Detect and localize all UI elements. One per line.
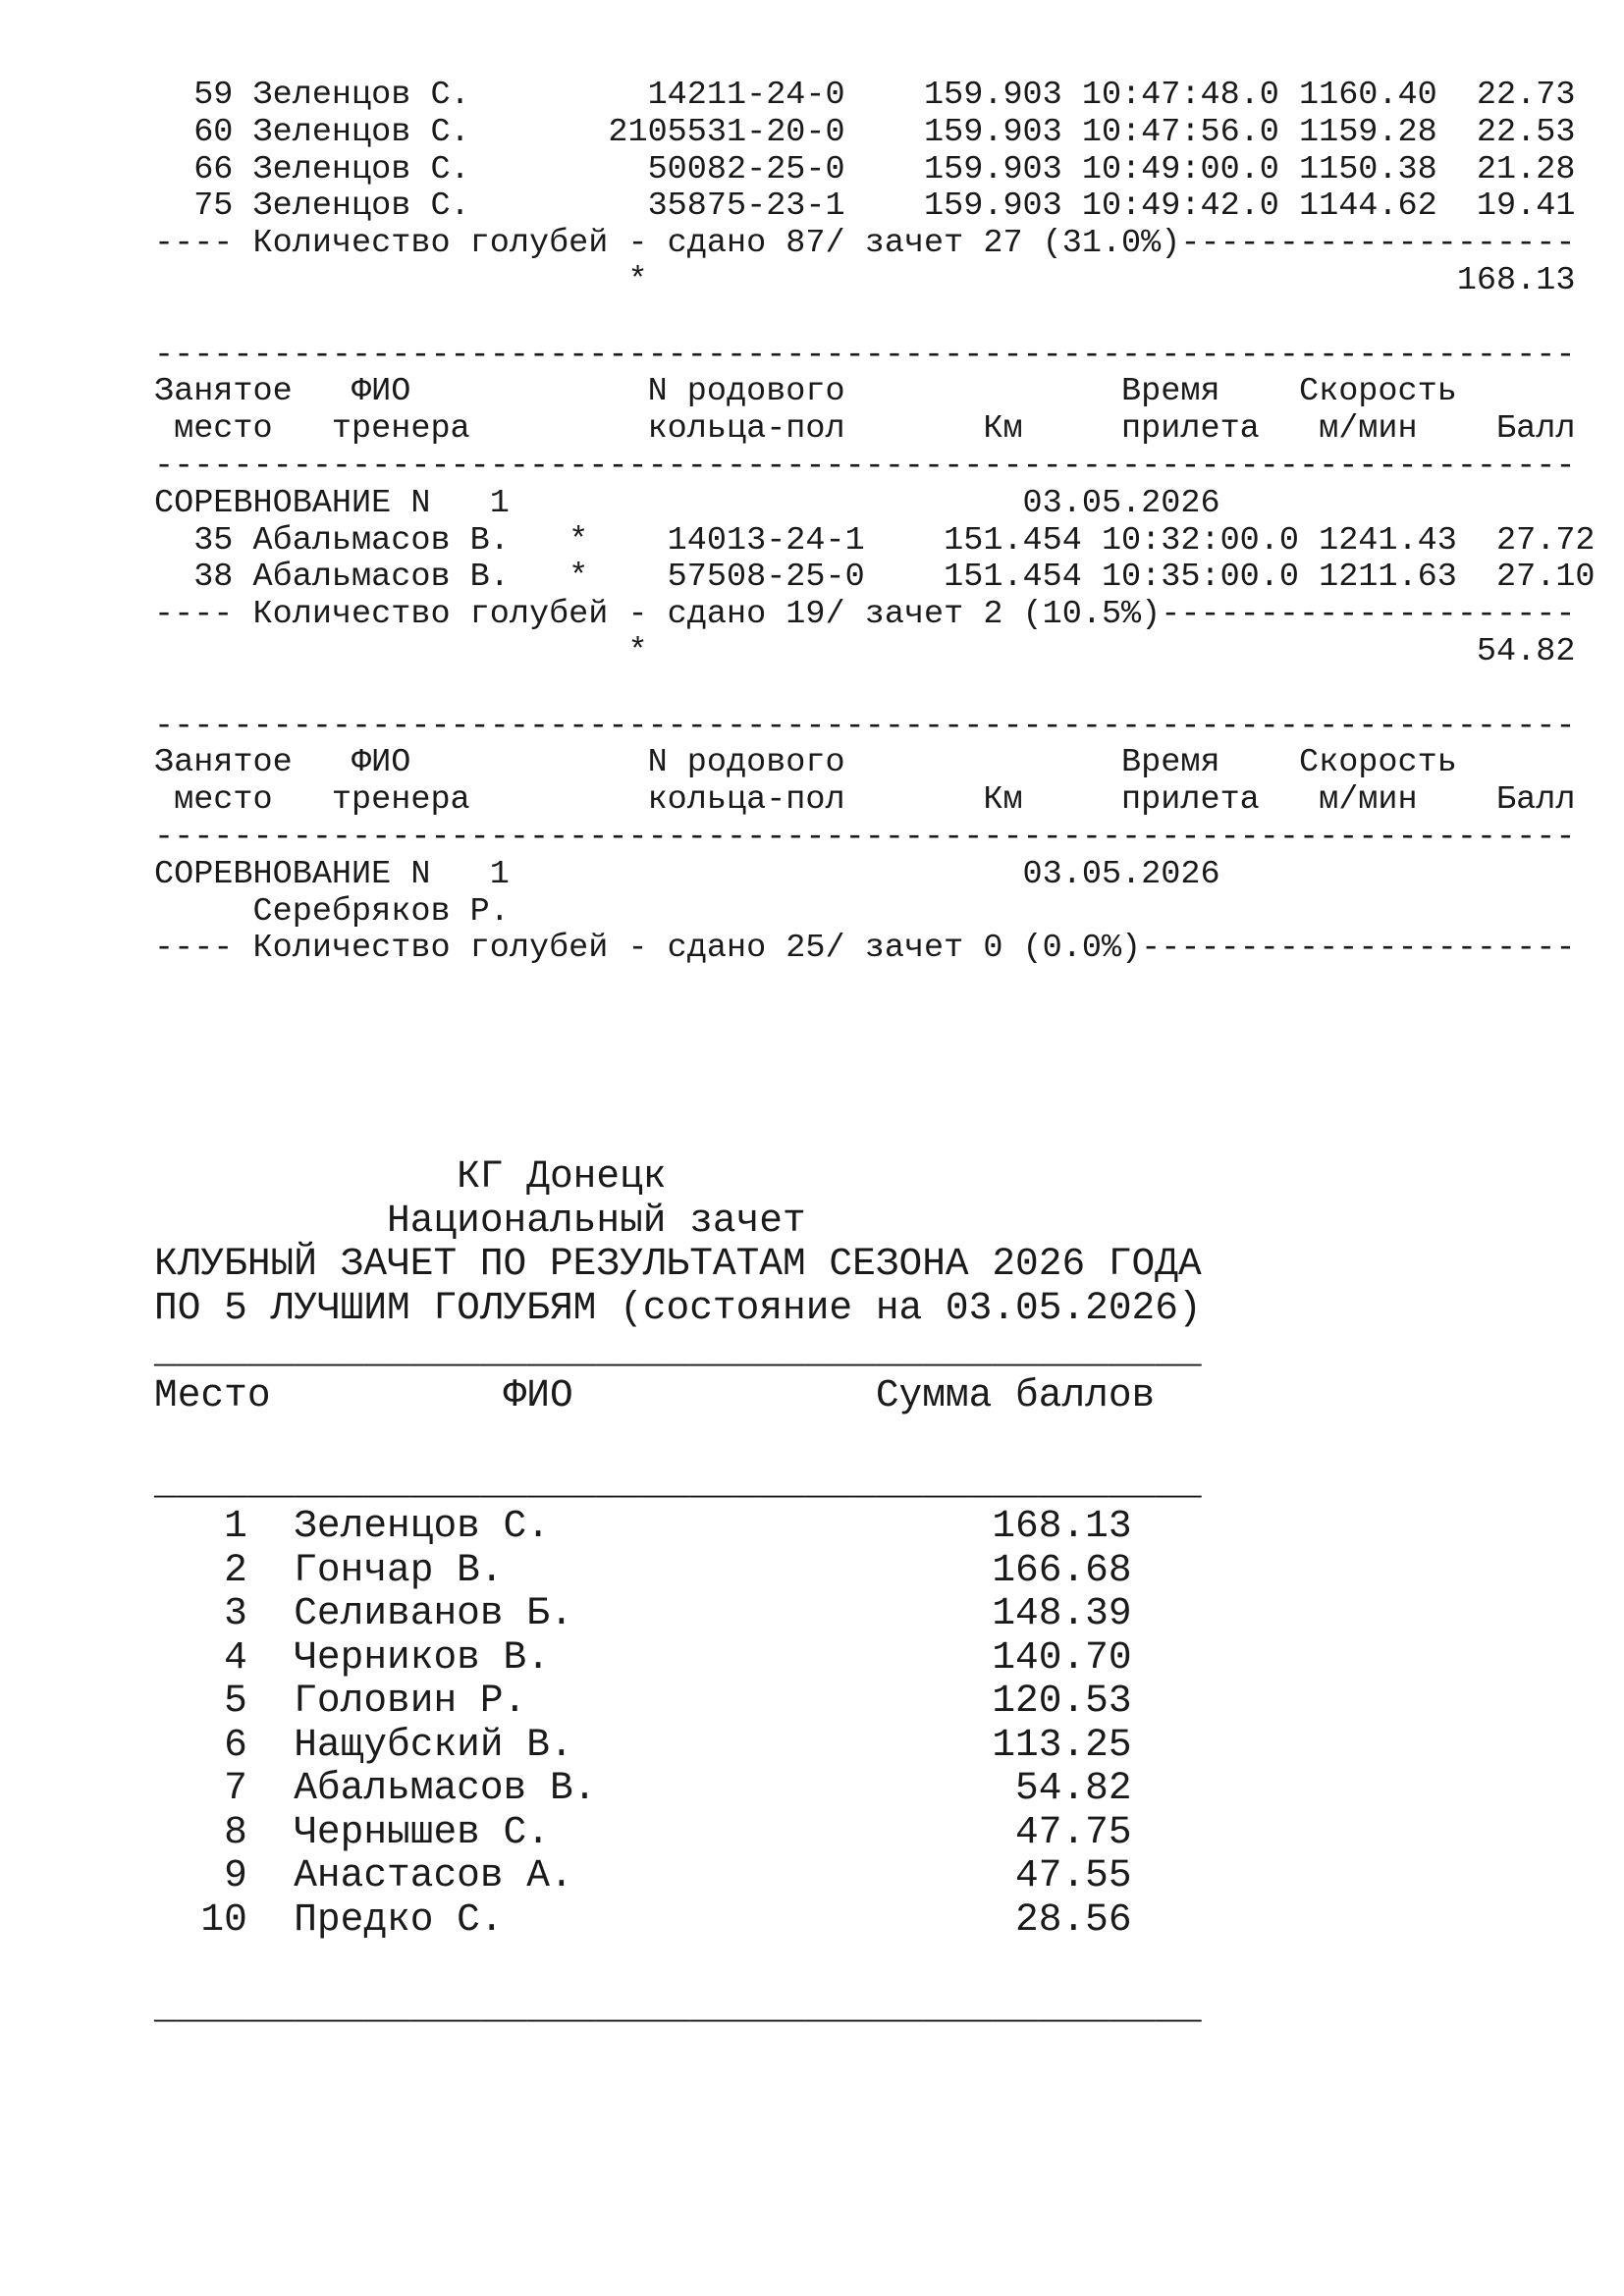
results-line-20: место тренера кольца-пол Км прилета м/мин Балл <box>154 781 1576 820</box>
standings-line-2: Национальный зачет <box>154 1198 806 1243</box>
race-results-report <box>154 78 1596 968</box>
results-line-2: 60 Зеленцов С. 2105531-20-0 159.903 10:47:56.0 1159.28 22.53 <box>154 113 1576 151</box>
standings-line-1: КГ Донецк <box>154 1154 667 1199</box>
standings-line-17: 9 Анастасов А. 47.55 <box>154 1853 1132 1897</box>
standings-line-19 <box>154 1942 1202 1986</box>
results-line-22: СОРЕВНОВАНИЕ N 1 03.05.2026 <box>154 855 1220 893</box>
standings-line-4: ПО 5 ЛУЧШИМ ГОЛУБЯМ (состояние на 03.05.2026) <box>154 1285 1202 1330</box>
standings-line-20: _____________________________________________ <box>154 1984 1202 2029</box>
standings-line-12: 4 Черников В. 140.70 <box>154 1634 1132 1680</box>
standings-line-5: _____________________________________________ <box>154 1329 1202 1373</box>
standings-line-8: _____________________________________________ <box>154 1460 1202 1505</box>
results-line-8: ------------------------------------------------------------------------ <box>154 336 1576 374</box>
results-line-13: 35 Абальмасов В. * 14013-24-1 151.454 10:32:00.0 1241.43 27.72 <box>154 521 1596 560</box>
standings-line-3: КЛУБНЫЙ ЗАЧЕТ ПО РЕЗУЛЬТАТАМ СЕЗОНА 2026 ГОДА <box>154 1242 1202 1286</box>
results-line-9: Занятое ФИО N родового Время Скорость <box>154 373 1457 411</box>
standings-line-10: 2 Гончар В. 166.68 <box>154 1547 1132 1592</box>
results-line-12: СОРЕВНОВАНИЕ N 1 03.05.2026 <box>154 484 1220 522</box>
results-line-14: 38 Абальмасов В. * 57508-25-0 151.454 10:35:00.0 1211.63 27.10 <box>154 559 1596 597</box>
results-line-3: 66 Зеленцов С. 50082-25-0 159.903 10:49:00.0 1150.38 21.28 <box>154 150 1576 188</box>
standings-line-9: 1 Зеленцов С. 168.13 <box>154 1504 1132 1548</box>
results-line-11: ------------------------------------------------------------------------ <box>154 447 1576 485</box>
standings-line-15: 7 Абальмасов В. 54.82 <box>154 1766 1132 1810</box>
standings-line-13: 5 Головин Р. 120.53 <box>154 1679 1132 1723</box>
results-line-5: ---- Количество голубей - сдано 87/ зачет 27 (31.0%)-------------------- <box>154 225 1576 263</box>
standings-line-6: Место ФИО Сумма баллов <box>154 1372 1156 1417</box>
standings-line-7 <box>154 1417 1202 1462</box>
results-line-15: ---- Количество голубей - сдано 19/ зачет 2 (10.5%)--------------------- <box>154 596 1576 634</box>
standings-line-18: 10 Предко С. 28.56 <box>154 1896 1132 1942</box>
standings-line-14: 6 Нащубский В. 113.25 <box>154 1722 1132 1767</box>
standings-line-16: 8 Чернышев С. 47.75 <box>154 1809 1132 1854</box>
results-line-18: ------------------------------------------------------------------------ <box>154 707 1576 745</box>
results-line-4: 75 Зеленцов С. 35875-23-1 159.903 10:49:42.0 1144.62 19.41 <box>154 187 1576 226</box>
results-line-1: 59 Зеленцов С. 14211-24-0 159.903 10:47:48.0 1160.40 22.73 <box>154 77 1576 114</box>
results-line-10: место тренера кольца-пол Км прилета м/мин Балл <box>154 410 1576 449</box>
club-standings-table <box>154 1155 1202 2029</box>
results-line-7 <box>154 300 1596 338</box>
results-line-16: * 54.82 <box>154 632 1576 670</box>
results-line-23: Серебряков Р. <box>154 892 510 931</box>
standings-line-11: 3 Селиванов Б. 148.39 <box>154 1591 1132 1635</box>
results-line-6: * 168.13 <box>154 261 1576 299</box>
results-line-21: ------------------------------------------------------------------------ <box>154 818 1576 856</box>
results-line-17 <box>154 671 1596 709</box>
results-line-19: Занятое ФИО N родового Время Скорость <box>154 744 1457 782</box>
results-line-24: ---- Количество голубей - сдано 25/ зачет 0 (0.0%)---------------------- <box>154 930 1576 968</box>
